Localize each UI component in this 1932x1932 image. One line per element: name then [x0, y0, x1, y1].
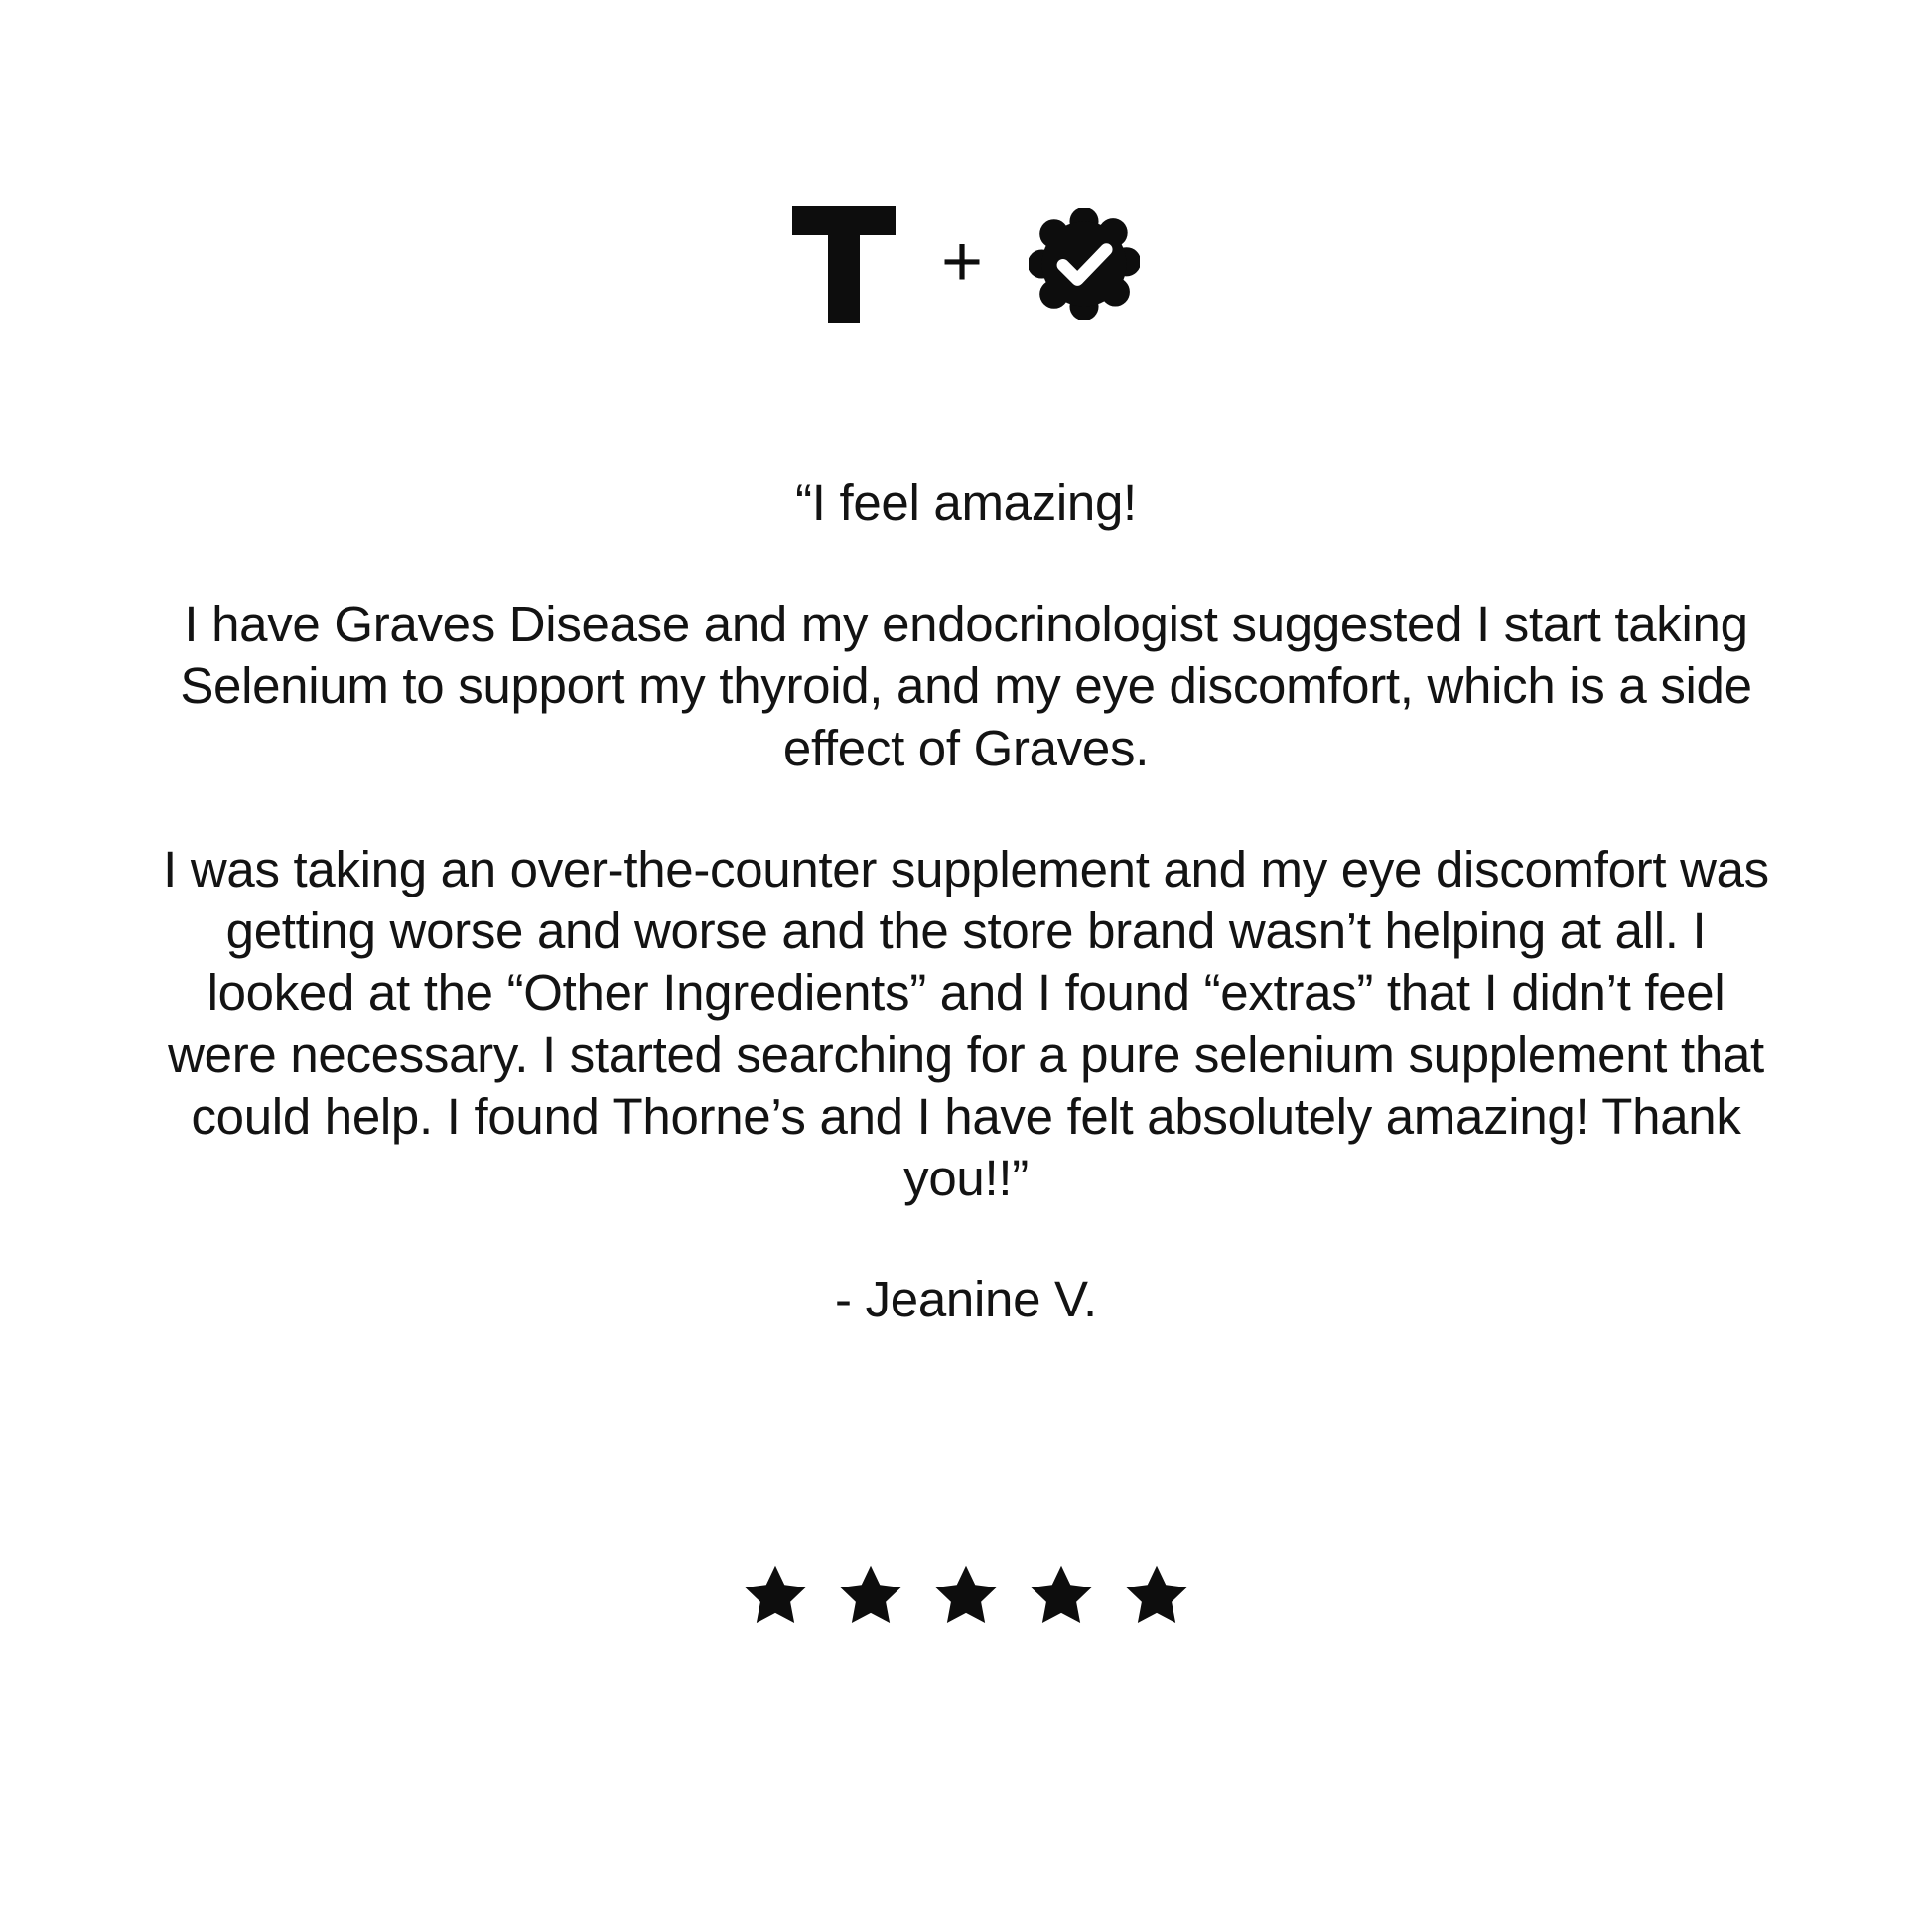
review-paragraph-1: I have Graves Disease and my endocrinologist suggested I start taking Selenium to support my thyroid, and my eye discomfort, which is a side effect of Graves.: [180, 596, 1752, 776]
star-icon: [1120, 1559, 1193, 1637]
paragraph-spacer: [152, 1209, 1780, 1269]
brand-logo-row: [792, 207, 1140, 326]
verified-check-badge-icon: [1029, 208, 1140, 325]
star-icon: [739, 1559, 812, 1637]
paragraph-spacer: [152, 534, 1780, 594]
star-rating: [739, 1559, 1193, 1637]
star-icon: [1025, 1559, 1098, 1637]
paragraph-spacer: [152, 779, 1780, 839]
review-author: - Jeanine V.: [835, 1271, 1097, 1328]
review-headline: “I feel amazing!: [795, 475, 1137, 531]
review-paragraph-2: I was taking an over-the-counter supplement and my eye discomfort was getting worse and worse and the store brand wasn’t helping at all. I looked at the “Other Ingredients” and I found “extras” that I didn’t feel were necessary. I started searching for a pure selenium supplement that could help. I found Thorne’s and I have felt absolutely amazing! Thank you!!”: [163, 840, 1769, 1206]
star-icon: [929, 1559, 1003, 1637]
review-body: [152, 473, 1780, 1330]
thorne-t-logo-icon: [792, 206, 896, 328]
star-icon: [834, 1559, 907, 1637]
plus-icon: +: [940, 222, 984, 302]
